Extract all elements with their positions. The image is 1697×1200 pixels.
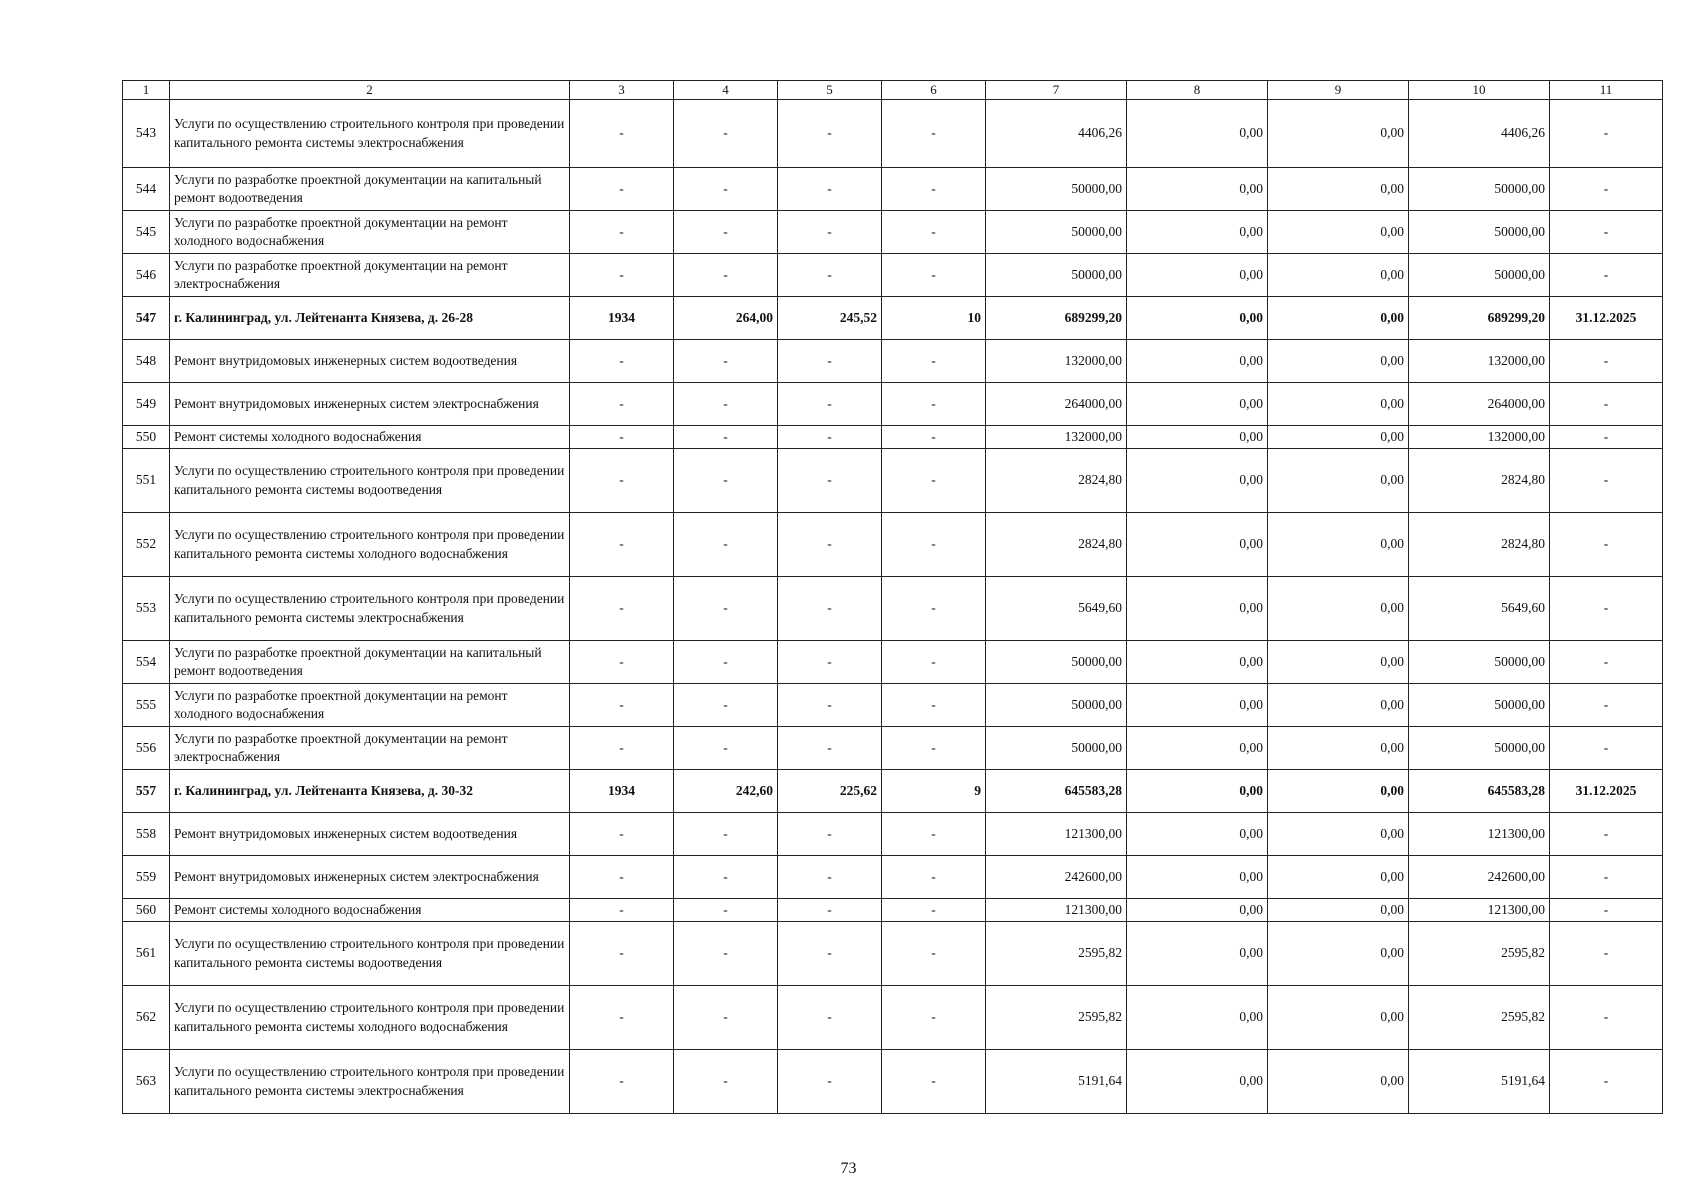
col-5-value: - [778, 684, 882, 727]
col-4-value: - [674, 340, 778, 383]
row-number: 556 [123, 727, 170, 770]
repair-plan-table [122, 80, 1663, 1114]
col-8-value: 0,00 [1127, 727, 1268, 770]
col-3-value: - [570, 449, 674, 513]
col-4-value: - [674, 426, 778, 449]
col-3-value: - [570, 856, 674, 899]
table-row [123, 211, 1663, 254]
col-6-value: - [882, 684, 986, 727]
work-description: Услуги по осуществлению строительного контроля при проведении капитального ремонта системы водоотведения [170, 449, 570, 513]
col-10-value: 121300,00 [1409, 899, 1550, 922]
col-11-value: - [1550, 899, 1663, 922]
col-4-value: 242,60 [674, 770, 778, 813]
col-header-7: 7 [986, 81, 1127, 100]
work-description: Ремонт внутридомовых инженерных систем электроснабжения [170, 856, 570, 899]
col-11-value: - [1550, 986, 1663, 1050]
col-9-value: 0,00 [1268, 340, 1409, 383]
col-8-value: 0,00 [1127, 577, 1268, 641]
col-3-value: 1934 [570, 770, 674, 813]
col-6-value: - [882, 922, 986, 986]
col-10-value: 50000,00 [1409, 211, 1550, 254]
work-description: Ремонт внутридомовых инженерных систем водоотведения [170, 813, 570, 856]
col-4-value: - [674, 100, 778, 168]
col-3-value: - [570, 383, 674, 426]
table-row [123, 813, 1663, 856]
row-number: 544 [123, 168, 170, 211]
row-number: 547 [123, 297, 170, 340]
col-7-value: 4406,26 [986, 100, 1127, 168]
col-9-value: 0,00 [1268, 254, 1409, 297]
col-10-value: 2824,80 [1409, 449, 1550, 513]
col-5-value: - [778, 211, 882, 254]
col-7-value: 5191,64 [986, 1050, 1127, 1114]
table-row [123, 168, 1663, 211]
col-7-value: 50000,00 [986, 684, 1127, 727]
col-4-value: - [674, 383, 778, 426]
col-6-value: - [882, 813, 986, 856]
table-row [123, 577, 1663, 641]
work-description: Услуги по осуществлению строительного контроля при проведении капитального ремонта системы водоотведения [170, 922, 570, 986]
col-4-value: - [674, 168, 778, 211]
col-8-value: 0,00 [1127, 922, 1268, 986]
col-8-value: 0,00 [1127, 856, 1268, 899]
col-8-value: 0,00 [1127, 383, 1268, 426]
col-11-value: - [1550, 211, 1663, 254]
col-7-value: 2595,82 [986, 986, 1127, 1050]
col-9-value: 0,00 [1268, 513, 1409, 577]
col-5-value: - [778, 340, 882, 383]
col-6-value: - [882, 513, 986, 577]
work-description: Услуги по разработке проектной документации на капитальный ремонт водоотведения [170, 641, 570, 684]
work-description: г. Калининград, ул. Лейтенанта Князева, д. 30-32 [170, 770, 570, 813]
row-number: 555 [123, 684, 170, 727]
col-7-value: 2824,80 [986, 513, 1127, 577]
col-10-value: 50000,00 [1409, 684, 1550, 727]
col-5-value: - [778, 449, 882, 513]
work-description: Услуги по осуществлению строительного контроля при проведении капитального ремонта системы холодного водоснабжения [170, 986, 570, 1050]
col-10-value: 2824,80 [1409, 513, 1550, 577]
col-10-value: 242600,00 [1409, 856, 1550, 899]
col-9-value: 0,00 [1268, 383, 1409, 426]
col-3-value: - [570, 641, 674, 684]
col-10-value: 264000,00 [1409, 383, 1550, 426]
col-5-value: - [778, 1050, 882, 1114]
col-9-value: 0,00 [1268, 426, 1409, 449]
col-10-value: 121300,00 [1409, 813, 1550, 856]
col-7-value: 645583,28 [986, 770, 1127, 813]
col-6-value: 9 [882, 770, 986, 813]
col-3-value: - [570, 727, 674, 770]
col-6-value: - [882, 383, 986, 426]
col-5-value: - [778, 641, 882, 684]
row-number: 548 [123, 340, 170, 383]
col-4-value: - [674, 449, 778, 513]
row-number: 553 [123, 577, 170, 641]
col-11-value: - [1550, 727, 1663, 770]
col-header-3: 3 [570, 81, 674, 100]
row-number: 558 [123, 813, 170, 856]
col-5-value: - [778, 383, 882, 426]
col-9-value: 0,00 [1268, 899, 1409, 922]
row-number: 563 [123, 1050, 170, 1114]
col-9-value: 0,00 [1268, 577, 1409, 641]
col-10-value: 50000,00 [1409, 168, 1550, 211]
col-header-4: 4 [674, 81, 778, 100]
col-header-10: 10 [1409, 81, 1550, 100]
col-9-value: 0,00 [1268, 813, 1409, 856]
col-7-value: 50000,00 [986, 641, 1127, 684]
col-5-value: 225,62 [778, 770, 882, 813]
work-description: Ремонт внутридомовых инженерных систем водоотведения [170, 340, 570, 383]
col-7-value: 121300,00 [986, 813, 1127, 856]
table-row [123, 254, 1663, 297]
col-8-value: 0,00 [1127, 297, 1268, 340]
table-row [123, 426, 1663, 449]
work-description: Услуги по разработке проектной документации на ремонт электроснабжения [170, 254, 570, 297]
col-header-11: 11 [1550, 81, 1663, 100]
row-number: 559 [123, 856, 170, 899]
table-row [123, 1050, 1663, 1114]
col-6-value: - [882, 1050, 986, 1114]
col-10-value: 50000,00 [1409, 254, 1550, 297]
col-8-value: 0,00 [1127, 340, 1268, 383]
col-10-value: 4406,26 [1409, 100, 1550, 168]
col-8-value: 0,00 [1127, 813, 1268, 856]
col-5-value: - [778, 426, 882, 449]
col-10-value: 50000,00 [1409, 727, 1550, 770]
col-4-value: - [674, 1050, 778, 1114]
col-11-value: - [1550, 856, 1663, 899]
col-3-value: - [570, 340, 674, 383]
col-6-value: - [882, 340, 986, 383]
col-4-value: - [674, 211, 778, 254]
col-11-value: - [1550, 577, 1663, 641]
work-description: Ремонт системы холодного водоснабжения [170, 899, 570, 922]
col-9-value: 0,00 [1268, 986, 1409, 1050]
table-row [123, 383, 1663, 426]
col-10-value: 50000,00 [1409, 641, 1550, 684]
col-7-value: 132000,00 [986, 426, 1127, 449]
col-8-value: 0,00 [1127, 449, 1268, 513]
table-row [123, 899, 1663, 922]
row-number: 562 [123, 986, 170, 1050]
col-header-9: 9 [1268, 81, 1409, 100]
col-7-value: 132000,00 [986, 340, 1127, 383]
col-3-value: - [570, 684, 674, 727]
col-4-value: - [674, 641, 778, 684]
col-11-value: - [1550, 513, 1663, 577]
col-7-value: 2595,82 [986, 922, 1127, 986]
col-9-value: 0,00 [1268, 684, 1409, 727]
col-6-value: - [882, 727, 986, 770]
col-5-value: - [778, 100, 882, 168]
col-3-value: - [570, 577, 674, 641]
col-3-value: - [570, 922, 674, 986]
row-number: 551 [123, 449, 170, 513]
table-row [123, 922, 1663, 986]
col-4-value: - [674, 899, 778, 922]
work-description: Ремонт системы холодного водоснабжения [170, 426, 570, 449]
col-4-value: - [674, 986, 778, 1050]
col-7-value: 264000,00 [986, 383, 1127, 426]
table-row [123, 770, 1663, 813]
col-11-value: - [1550, 383, 1663, 426]
col-9-value: 0,00 [1268, 211, 1409, 254]
col-5-value: - [778, 899, 882, 922]
col-6-value: - [882, 426, 986, 449]
row-number: 557 [123, 770, 170, 813]
col-6-value: - [882, 449, 986, 513]
col-8-value: 0,00 [1127, 513, 1268, 577]
work-description: Услуги по разработке проектной документации на ремонт электроснабжения [170, 727, 570, 770]
col-10-value: 132000,00 [1409, 340, 1550, 383]
col-9-value: 0,00 [1268, 922, 1409, 986]
col-8-value: 0,00 [1127, 426, 1268, 449]
col-8-value: 0,00 [1127, 1050, 1268, 1114]
col-5-value: - [778, 922, 882, 986]
col-4-value: - [674, 513, 778, 577]
work-description: Услуги по разработке проектной документации на ремонт холодного водоснабжения [170, 211, 570, 254]
work-description: г. Калининград, ул. Лейтенанта Князева, д. 26-28 [170, 297, 570, 340]
col-11-value: - [1550, 813, 1663, 856]
col-7-value: 5649,60 [986, 577, 1127, 641]
col-4-value: - [674, 254, 778, 297]
work-description: Услуги по осуществлению строительного контроля при проведении капитального ремонта системы электроснабжения [170, 1050, 570, 1114]
col-11-value: - [1550, 641, 1663, 684]
row-number: 549 [123, 383, 170, 426]
col-8-value: 0,00 [1127, 168, 1268, 211]
col-11-value: - [1550, 254, 1663, 297]
table-row [123, 684, 1663, 727]
col-4-value: - [674, 922, 778, 986]
col-10-value: 2595,82 [1409, 922, 1550, 986]
row-number: 552 [123, 513, 170, 577]
col-7-value: 50000,00 [986, 727, 1127, 770]
table-row [123, 513, 1663, 577]
table-row [123, 449, 1663, 513]
col-8-value: 0,00 [1127, 899, 1268, 922]
col-8-value: 0,00 [1127, 986, 1268, 1050]
col-3-value: - [570, 513, 674, 577]
col-11-value: - [1550, 1050, 1663, 1114]
col-9-value: 0,00 [1268, 727, 1409, 770]
col-11-value: 31.12.2025 [1550, 297, 1663, 340]
col-5-value: 245,52 [778, 297, 882, 340]
col-11-value: - [1550, 340, 1663, 383]
col-4-value: - [674, 813, 778, 856]
col-6-value: - [882, 577, 986, 641]
work-description: Услуги по разработке проектной документации на ремонт холодного водоснабжения [170, 684, 570, 727]
col-5-value: - [778, 168, 882, 211]
row-number: 561 [123, 922, 170, 986]
col-10-value: 2595,82 [1409, 986, 1550, 1050]
col-header-2: 2 [170, 81, 570, 100]
col-10-value: 689299,20 [1409, 297, 1550, 340]
row-number: 550 [123, 426, 170, 449]
col-9-value: 0,00 [1268, 297, 1409, 340]
col-6-value: - [882, 899, 986, 922]
column-number-header-row [123, 81, 1663, 100]
col-10-value: 5649,60 [1409, 577, 1550, 641]
col-5-value: - [778, 727, 882, 770]
col-3-value: - [570, 168, 674, 211]
col-4-value: - [674, 684, 778, 727]
col-6-value: 10 [882, 297, 986, 340]
col-3-value: - [570, 1050, 674, 1114]
work-description: Ремонт внутридомовых инженерных систем электроснабжения [170, 383, 570, 426]
col-8-value: 0,00 [1127, 684, 1268, 727]
col-7-value: 50000,00 [986, 211, 1127, 254]
col-6-value: - [882, 211, 986, 254]
col-3-value: - [570, 899, 674, 922]
col-5-value: - [778, 254, 882, 297]
col-3-value: 1934 [570, 297, 674, 340]
col-4-value: - [674, 727, 778, 770]
col-6-value: - [882, 641, 986, 684]
row-number: 545 [123, 211, 170, 254]
table-row [123, 297, 1663, 340]
col-4-value: - [674, 577, 778, 641]
col-header-1: 1 [123, 81, 170, 100]
col-11-value: 31.12.2025 [1550, 770, 1663, 813]
col-8-value: 0,00 [1127, 211, 1268, 254]
col-10-value: 5191,64 [1409, 1050, 1550, 1114]
col-header-6: 6 [882, 81, 986, 100]
col-7-value: 689299,20 [986, 297, 1127, 340]
col-3-value: - [570, 813, 674, 856]
row-number: 554 [123, 641, 170, 684]
table-row [123, 986, 1663, 1050]
col-8-value: 0,00 [1127, 770, 1268, 813]
col-11-value: - [1550, 168, 1663, 211]
work-description: Услуги по разработке проектной документации на капитальный ремонт водоотведения [170, 168, 570, 211]
col-7-value: 121300,00 [986, 899, 1127, 922]
col-3-value: - [570, 986, 674, 1050]
work-description: Услуги по осуществлению строительного контроля при проведении капитального ремонта системы электроснабжения [170, 100, 570, 168]
col-7-value: 50000,00 [986, 168, 1127, 211]
col-9-value: 0,00 [1268, 168, 1409, 211]
col-8-value: 0,00 [1127, 254, 1268, 297]
table-row [123, 340, 1663, 383]
col-5-value: - [778, 813, 882, 856]
table-row [123, 100, 1663, 168]
col-3-value: - [570, 426, 674, 449]
col-6-value: - [882, 254, 986, 297]
page-number: 73 [840, 1160, 857, 1177]
col-11-value: - [1550, 426, 1663, 449]
col-4-value: 264,00 [674, 297, 778, 340]
col-3-value: - [570, 100, 674, 168]
row-number: 546 [123, 254, 170, 297]
work-description: Услуги по осуществлению строительного контроля при проведении капитального ремонта системы электроснабжения [170, 577, 570, 641]
table-row [123, 856, 1663, 899]
col-7-value: 2824,80 [986, 449, 1127, 513]
col-11-value: - [1550, 922, 1663, 986]
col-5-value: - [778, 856, 882, 899]
col-header-5: 5 [778, 81, 882, 100]
col-9-value: 0,00 [1268, 100, 1409, 168]
col-6-value: - [882, 100, 986, 168]
col-5-value: - [778, 577, 882, 641]
col-9-value: 0,00 [1268, 770, 1409, 813]
col-8-value: 0,00 [1127, 100, 1268, 168]
col-11-value: - [1550, 100, 1663, 168]
col-3-value: - [570, 254, 674, 297]
col-9-value: 0,00 [1268, 641, 1409, 684]
col-7-value: 242600,00 [986, 856, 1127, 899]
table-row [123, 727, 1663, 770]
col-7-value: 50000,00 [986, 254, 1127, 297]
row-number: 543 [123, 100, 170, 168]
col-3-value: - [570, 211, 674, 254]
col-9-value: 0,00 [1268, 856, 1409, 899]
col-10-value: 132000,00 [1409, 426, 1550, 449]
col-11-value: - [1550, 449, 1663, 513]
col-8-value: 0,00 [1127, 641, 1268, 684]
col-header-8: 8 [1127, 81, 1268, 100]
table-row [123, 641, 1663, 684]
col-4-value: - [674, 856, 778, 899]
col-5-value: - [778, 513, 882, 577]
col-5-value: - [778, 986, 882, 1050]
col-9-value: 0,00 [1268, 1050, 1409, 1114]
col-6-value: - [882, 168, 986, 211]
col-9-value: 0,00 [1268, 449, 1409, 513]
col-6-value: - [882, 856, 986, 899]
col-11-value: - [1550, 684, 1663, 727]
row-number: 560 [123, 899, 170, 922]
work-description: Услуги по осуществлению строительного контроля при проведении капитального ремонта системы холодного водоснабжения [170, 513, 570, 577]
col-6-value: - [882, 986, 986, 1050]
col-10-value: 645583,28 [1409, 770, 1550, 813]
